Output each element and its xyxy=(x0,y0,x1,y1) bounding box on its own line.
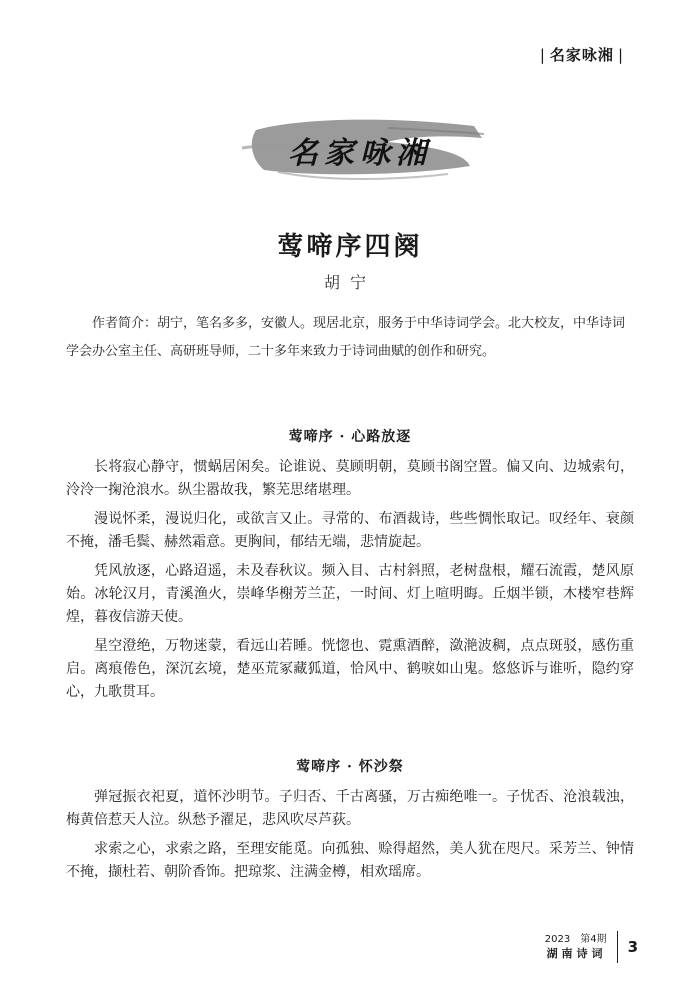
poem-section-1 xyxy=(66,426,634,710)
article-title: 莺啼序四阕 xyxy=(277,232,423,262)
header-bar-left: | xyxy=(539,46,546,64)
poem-paragraph: 弹冠振衣祀夏，道怀沙明节。子归否、千古离骚，万古痴绝唯一。子忧否、沧浪载浊，梅黄倍惹天人泣。纵愁予濯足，悲风吹尽芦荻。 xyxy=(66,789,634,828)
poem-paragraph: 凭风放逐，心路迢遥，未及春秋议。频入目、古村斜照，老树盘根，耀石流霞，楚风原始。冰轮汉月，青溪渔火，崇峰华榭芳兰芷，一时间、灯上喧明晦。丘烟半锁，木楼窄巷辉煌，暮夜信游天使。 xyxy=(66,563,634,625)
poem-title: 莺啼序 · 怀沙祭 xyxy=(296,759,404,775)
poem-paragraph: 长将寂心静守，惯蜗居闲矣。论谁说、莫顾明朝，莫顾书阁空置。偏又向、边城索句，泠泠一掬沧浪水。纵尘嚣故我，繁芜思绪堪理。 xyxy=(66,459,634,498)
poem-paragraph: 求索之心，求索之路，至理安能觅。向孤独、赊得超然，美人犹在咫尺。采芳兰、钟情不掩，撷杜若、朝阶香饰。把琼浆、注满金樽，相欢瑶席。 xyxy=(66,841,634,880)
poem-paragraph: 漫说怀柔，漫说归化，或欲言又止。寻常的、布酒裁诗，些些惆怅取记。叹经年、衰颜不掩，潘毛鬓、赫然霜意。更胸间，郁结无端，悲情旋起。 xyxy=(66,511,634,550)
poem-title: 莺啼序 · 心路放逐 xyxy=(288,429,412,445)
article-author: 胡宁 xyxy=(323,273,376,292)
poem-paragraph: 星空澄绝，万物迷蒙，看远山若睡。恍惚也、霓熏酒醉，潋滟波稠，点点斑驳，感伤重启。离痕倦色，深沉玄境，楚巫荒冢藏狐道，恰风中、鹤唳如山鬼。悠悠诉与谁听，隐约穿心，九歌贯耳。 xyxy=(66,638,634,700)
section-banner xyxy=(238,108,488,188)
section-label: 名家咏湘 xyxy=(549,46,614,64)
author-bio: 作者简介：胡宁，笔名多多，安徽人。现居北京，服务于中华诗词学会。北大校友，中华诗词学会办公室主任、高研班导师，二十多年来致力于诗词曲赋的创作和研究。 xyxy=(66,316,626,359)
page-footer xyxy=(545,930,638,964)
issue-label: 2023 第4期 xyxy=(544,934,607,945)
section-header-tag xyxy=(536,44,628,65)
page-number: 3 xyxy=(627,938,638,956)
banner-title: 名家咏湘 xyxy=(288,136,432,171)
footer-meta xyxy=(545,933,617,961)
poem-section-2 xyxy=(66,756,634,890)
journal-name: 湖南诗词 xyxy=(546,947,607,960)
header-bar-right: | xyxy=(617,46,624,64)
